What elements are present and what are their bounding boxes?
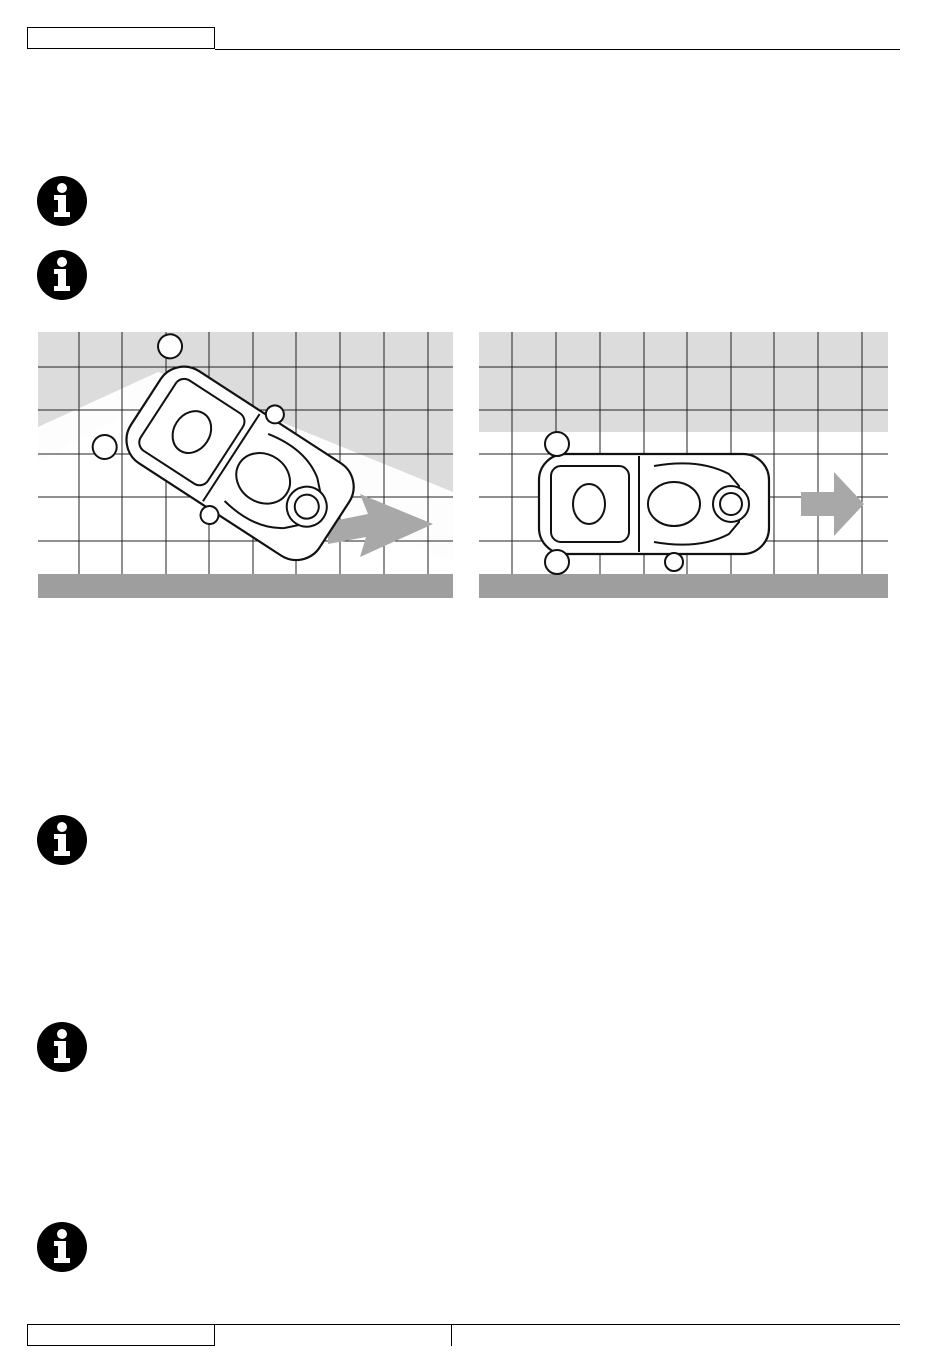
wall-strip <box>479 574 888 598</box>
cleaning-machine-approach-figure <box>38 332 888 598</box>
info-icon <box>36 814 88 866</box>
footer-divider <box>451 1324 452 1346</box>
footer-rule <box>215 1324 900 1325</box>
machine-parallel <box>539 432 769 574</box>
header-section-box <box>27 27 215 49</box>
info-icon <box>36 249 88 301</box>
footer-page-box <box>27 1324 215 1346</box>
info-icon <box>36 1021 88 1073</box>
info-icon <box>36 175 88 227</box>
right-panel <box>479 332 888 598</box>
info-icon <box>36 1221 88 1273</box>
left-panel <box>38 332 453 598</box>
wall-strip <box>38 574 453 598</box>
header-rule <box>215 49 900 50</box>
